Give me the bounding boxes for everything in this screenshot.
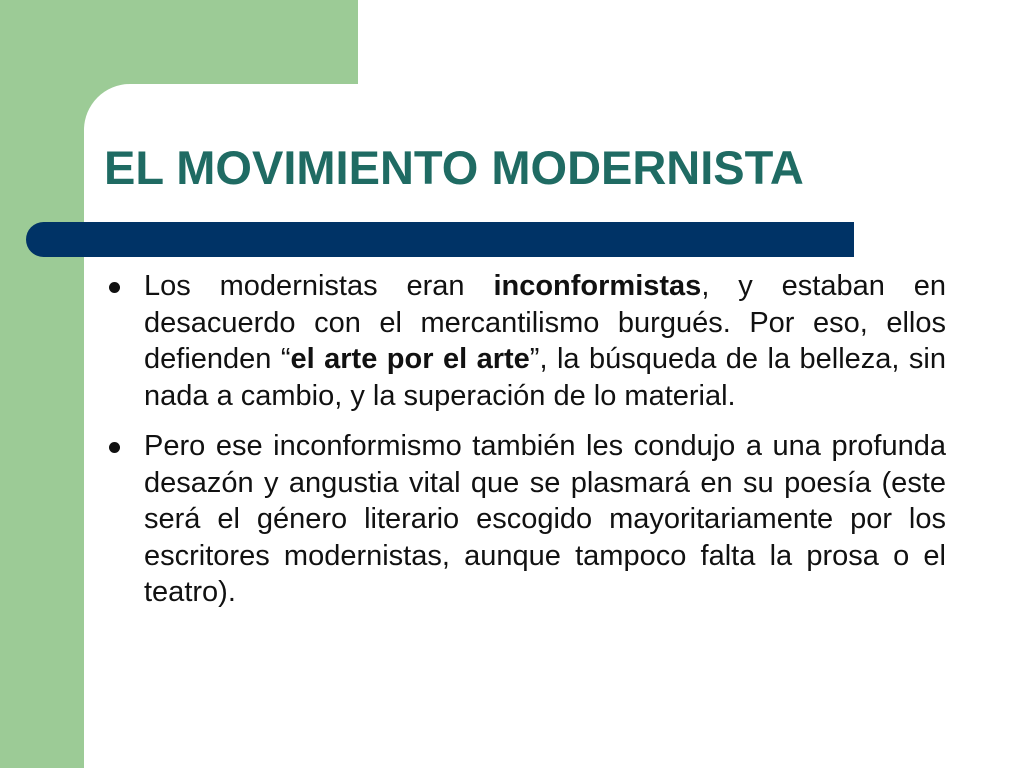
title-underline-bar xyxy=(26,222,854,257)
bullet-text-bold: el arte por el arte xyxy=(290,343,530,375)
bullet-text-part: Pero ese inconformismo también les condujo a una profunda desazón y angustia vital que se plasmará en su poesía (este será el género literario escogido mayoritariamente por los escritores modernistas, aunque tampoco falta la prosa o el teatro). xyxy=(144,430,946,608)
bullet-list xyxy=(104,268,946,625)
bullet-dot-icon xyxy=(109,442,120,453)
bullet-text-part: ”, la búsqueda de la belleza, sin nada a cambio, y la superación de lo material. xyxy=(144,343,946,412)
slide-title: EL MOVIMIENTO MODERNISTA xyxy=(104,141,804,194)
bullet-item xyxy=(104,268,946,414)
bullet-text-part: Los modernistas eran xyxy=(144,270,494,302)
bullet-item xyxy=(104,428,946,611)
bullet-text-bold: inconformistas xyxy=(493,270,702,302)
bullet-dot-icon xyxy=(109,282,120,293)
bullet-text-part: , y estaban en desacuerdo con el mercantilismo burgués. Por eso, ellos defienden “ xyxy=(144,270,946,375)
